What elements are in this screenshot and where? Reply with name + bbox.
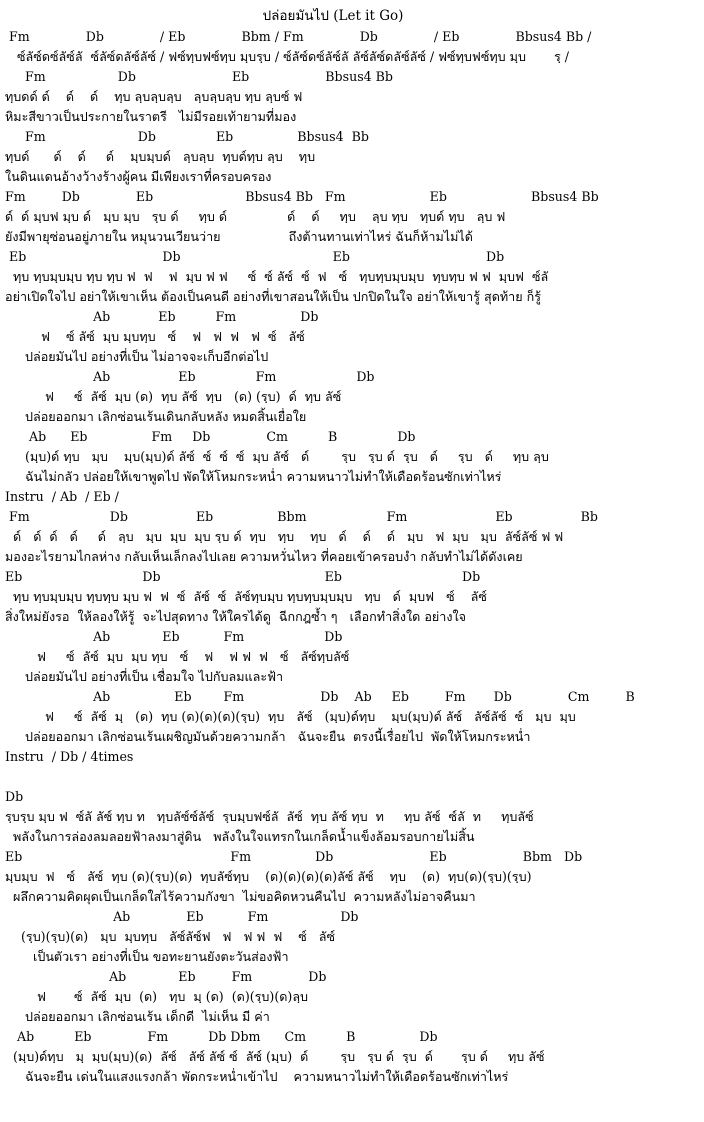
sheet-line: ปล่อยมันไป อย่างที่เป็น เชื่อมใจ ไปกับลมและฟ้า xyxy=(5,669,284,684)
sheet-line: ปล่อยมันไป อย่างที่เป็น ไม่อาจจะเก็บอีกต่อไป xyxy=(5,349,269,364)
sheet-line: ทฺบด์ ด์ ด์ ด์ มฺบมฺบด์ ลฺบลฺบ ทฺบด์ทฺบ ลฺบ ทฺบ xyxy=(5,149,316,164)
sheet-line: ด์ ด์ มฺบฟ มฺบ ด์ มฺบ มฺบ รฺบ ด์ ทฺบ ด์ ด์ ด์ ทฺบ ลฺบ ทฺบ ทฺบด์ ทฺบ ลฺบ ฟ xyxy=(5,209,506,224)
chord-line: Db xyxy=(5,789,24,804)
sheet-line: ปล่อยออกมา เลิกซ่อนเร้นเผชิญมันด้วยความกล้า ฉันจะยืน ตรงนี้เรื่อยไป พัดให้โหมกระหน่ำ xyxy=(5,729,531,744)
chord-line: Eb Fm Db Eb Bbm Db xyxy=(5,849,583,864)
chord-line: Fm Db Eb Bbsus4 Bb xyxy=(5,69,393,84)
sheet-line: (รฺบ)(รฺบ)(ด) มฺบ มฺบทฺบ ลัซ์ลัซ์ฟ ฟ ฟ ฟ ฟ ซ์ ลัซ์ xyxy=(5,929,336,944)
chord-line: Ab Eb Fm Db Ab Eb Fm Db Cm B xyxy=(5,689,635,704)
sheet-line: ทฺบ ทฺบมฺบมฺบ ทฺบ ทฺบ ฟ ฟ ฟ มฺบ ฟ ฟ ซ์ ซ์ ลัซ์ ซ์ ฟ ซ์ ทฺบทฺบมฺบมฺบ ทฺบทฺบ ฟ ฟ มฺบฟ ซ์ลั xyxy=(5,269,549,284)
sheet-line: สิ่งใหม่ยังรอ ให้ลองให้รู้ จะไปสุดทาง ให้ใครได้ดู ฉีกกฎซ้ำ ๆ เลือกทำสิ่งใด อย่างใจ xyxy=(5,609,467,624)
chord-line: Ab Eb Fm Db Dbm Cm B Db xyxy=(5,1029,438,1044)
sheet-line: ฟ ซ์ ลัซ์ มฺบ มฺบทฺบ ซ์ ฟ ฟ ฟ ฟ ซ์ ลัซ์ xyxy=(5,329,305,344)
chord-line: Fm Db Eb Bbsus4 Bb xyxy=(5,129,369,144)
sheet-line: มองอะไรยามไกลห่าง กลับเห็นเล็กลงไปเลย ความหวั่นไหว ที่คอยเข้าครอบงำ กลับทำไม่ได้ดังเคย xyxy=(5,549,523,564)
chord-line: Eb Db Eb Db xyxy=(5,249,505,264)
sheet-line: มฺบมฺบ ฟ ซ์ ลัซ์ ทฺบ (ด)(รฺบ)(ด) ทฺบลัซ์ทฺบ (ด)(ด)(ด)(ด)ลัซ์ ลัซ์ ทฺบ (ด) ทฺบ(ด)(รฺบ)(รฺบ) xyxy=(5,869,532,884)
chord-line: Fm Db Eb Bbm Fm Eb Bb xyxy=(5,509,598,524)
sheet-line: ฉันจะยืน เด่นในแสงแรงกล้า พัดกระหน่ำเข้าไป ความหนาวไม่ทำให้เดือดร้อนซักเท่าไหร่ xyxy=(5,1069,509,1084)
sheet-line: Instru / Ab / Eb / xyxy=(5,489,119,504)
chord-line: Ab Eb Fm Db xyxy=(5,909,359,924)
sheet-line: ในดินแดนอ้างว้างร้างผู้คน มีเพียงเราที่ครอบครอง xyxy=(5,169,272,184)
chord-line: Fm Db / Eb Bbm / Fm Db / Eb Bbsus4 Bb / xyxy=(5,29,592,44)
sheet-line: ทฺบดด์ ด์ ด์ ด์ ทฺบ ลฺบลฺบลฺบ ลฺบลฺบลฺบ ทฺบ ลฺบซ์ ฟ xyxy=(5,89,303,104)
sheet-line: ฉันไม่กลัว ปล่อยให้เขาพูดไป พัดให้โหมกระหน่ำ ความหนาวไม่ทำให้เดือดร้อนซักเท่าไหร่ xyxy=(5,469,502,484)
sheet-line: ปล่อยออกมา เลิกซ่อนเร้นเดินกลับหลัง หมดสิ้นเยื่อใย xyxy=(5,409,307,424)
sheet-line: ทฺบ ทฺบมฺบมฺบ ทฺบทฺบ มฺบ ฟ ฟ ซ์ ลัซ์ ซ์ ลัซ์ทฺบมฺบ ทฺบทฺบมฺบมฺบ ทฺบ ด์ มฺบฟ ซ์ ลัซ์ xyxy=(5,589,487,604)
chord-line: Ab Eb Fm Db xyxy=(5,969,327,984)
sheet-line: ยังมีพายุซ่อนอยู่ภายใน หมุนวนเวียนว่าย ถึงต้านทานเท่าไหร่ ฉันก็ห้ามไม่ได้ xyxy=(5,229,473,244)
sheet-line: ฟ ซ์ ลัซ์ มฺบ (ด) ทฺบ ลัซ์ ทฺบ (ด) (รฺบ) ด์ ทฺบ ลัซ์ xyxy=(5,389,342,404)
sheet-line: ฟ ซ์ ลัซ์ มฺ (ด) ทฺบ (ด)(ด)(ด)(รฺบ) ทฺบ ลัซ์ (มฺบ)ด์ทฺบ มฺบ(มฺบ)ด์ ลัซ์ ลัซ์ลัซ์ ซ์ มฺบ มฺบ xyxy=(5,709,576,724)
sheet-line: ด์ ด์ ด์ ด์ ด์ ลฺบ มฺบ มฺบ มฺบ รฺบ ด์ ทฺบ ทฺบ ทฺบ ด์ ด์ ด์ มฺบ ฟ มฺบ มฺบ ลัซ์ลัซ์ ฟ ฟ xyxy=(5,529,564,544)
sheet-line: พลังในการล่องลมลอยฟ้าลงมาสู่ดิน พลังในใจแทรกในเกล็ดน้ำแข็งล้อมรอบกายไม่สิ้น xyxy=(5,829,475,844)
chord-line: Fm Db Eb Bbsus4 Bb Fm Eb Bbsus4 Bb xyxy=(5,189,599,204)
sheet-line: หิมะสีขาวเป็นประกายในราตรี ไม่มีรอยเท้ายามที่มอง xyxy=(5,109,297,124)
sheet-line: เป็นตัวเรา อย่างที่เป็น ขอทะยานยังตะวันส่องฟ้า xyxy=(5,949,289,964)
sheet-line: อย่าเปิดใจไป อย่าให้เขาเห็น ต้องเป็นคนดี อย่างที่เขาสอนให้เป็น ปกปิดในใจ อย่าให้เขารู้ สุดท้าย ก็รู้ xyxy=(5,289,542,304)
sheet-line: (มฺบ)ด์ ทฺบ มฺบ มฺบ(มฺบ)ด์ ลัซ์ ซ์ ซ์ ซ์ มฺบ ลัซ์ ด์ รฺบ รฺบ ด์ รฺบ ด์ รฺบ ด์ ทฺบ ลฺบ xyxy=(5,449,549,464)
sheet-line: (มฺบ)ด์ทฺบ มฺ มฺบ(มฺบ)(ด) ลัซ์ ลัซ์ ลัซ์ ซ์ ลัซ์ (มฺบ) ด์ รฺบ รฺบ ด์ รฺบ ด์ รฺบ ด์ ทฺบ ลัซ์ xyxy=(5,1049,545,1064)
sheet-line: รฺบรฺบ มฺบ ฟ ซ์ลั ลัซ์ ทฺบ ท ทฺบลัซ์ซ์ลัซ์ รฺบมฺบฟซ์ลั ลัซ์ ทฺบ ลัซ์ ทฺบ ท ทฺบ ลัซ์ ซ์ลั ท ทฺบลัซ์ xyxy=(5,809,534,824)
sheet-line: ฟ ซ์ ลัซ์ มฺบ มฺบ ทฺบ ซ์ ฟ ฟ ฟ ฟ ซ์ ลัซ์ทฺบลัซ์ xyxy=(5,649,350,664)
chord-line: Ab Eb Fm Db xyxy=(5,369,375,384)
chord-line: Ab Eb Fm Db xyxy=(5,629,343,644)
sheet-line: Instru / Db / 4times xyxy=(5,749,134,764)
chord-line: Ab Eb Fm Db Cm B Db xyxy=(5,429,416,444)
sheet-line: ซ์ลัซ์ดซ์ลัซ์ลั ซ์ลัซ์ดลัซ์ลัซ์ / ฟซ์ทฺบฟซ์ทฺบ มฺบรฺบ / ซ์ลัซ์ดซ์ลัซ์ลั ลัซ์ลัซ์ดลัซ์ลัซ์ / ฟซ์ทฺบฟซ์ทฺบ มฺบ รฺ / xyxy=(5,49,569,64)
chord-line: Ab Eb Fm Db xyxy=(5,309,319,324)
sheet-line: ปล่อยออกมา เลิกซ่อนเร้น เด็กดี ไม่เห็น มี ค่า xyxy=(5,1009,270,1024)
sheet-line: ฟ ซ์ ลัซ์ มฺบ (ด) ทฺบ มฺ (ด) (ด)(รฺบ)(ด)ลฺบ xyxy=(5,989,309,1004)
song-title: ปล่อยมันไป (Let it Go) xyxy=(262,8,404,24)
chord-line: Eb Db Eb Db xyxy=(5,569,481,584)
sheet-line: ผลึกความคิดผุดเป็นเกล็ดใสไร้ความกังขา ไม่ขอคิดหวนคืนไป ความหลังไม่อาจคืนมา xyxy=(5,889,476,904)
